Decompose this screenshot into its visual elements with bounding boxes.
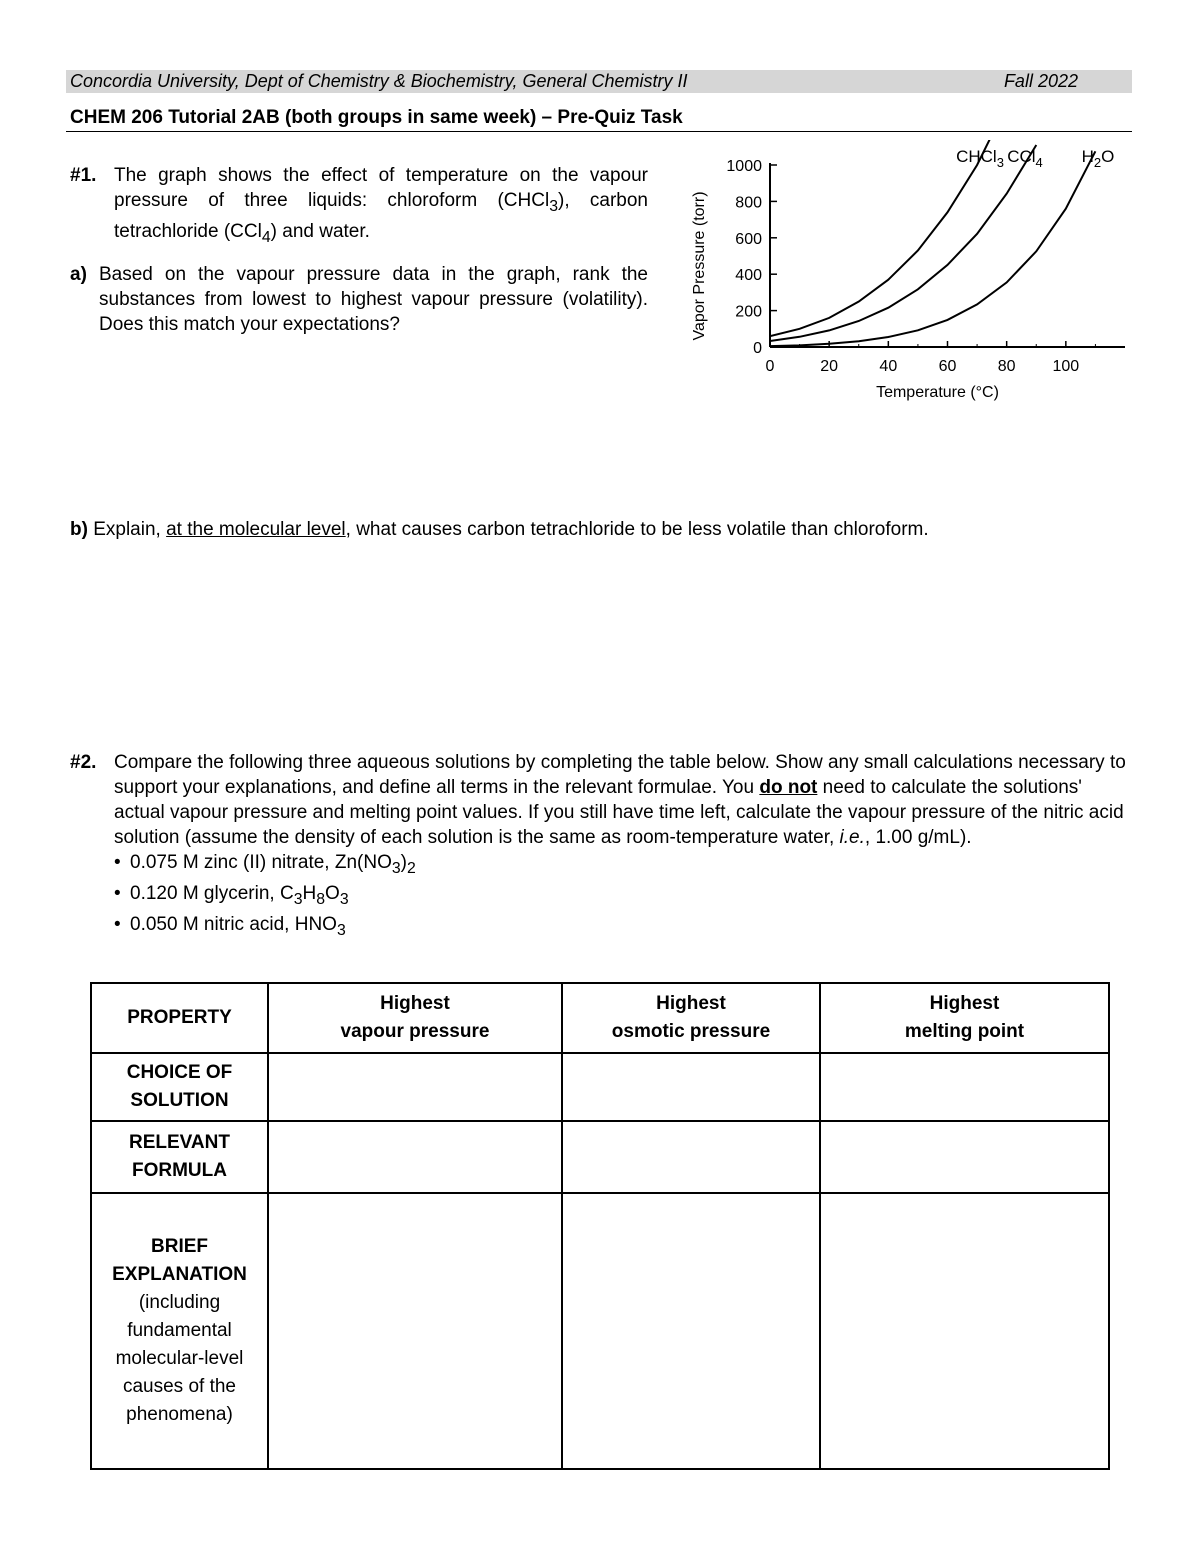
- intro-text: , 1.00 g/mL).: [864, 827, 972, 848]
- y-tick-label: 200: [735, 303, 762, 321]
- question-number: #1.: [70, 165, 97, 186]
- label-line: EXPLANATION: [112, 1264, 247, 1285]
- solution-list: [70, 850, 1130, 942]
- y-tick-label: 0: [753, 340, 762, 357]
- header-line: melting point: [904, 1021, 1025, 1042]
- list-item: [114, 912, 1130, 943]
- header-line: Highest: [929, 993, 1000, 1014]
- answer-cell[interactable]: [820, 1121, 1109, 1193]
- question-number: #2.: [70, 752, 97, 773]
- header-line: osmotic pressure: [611, 1021, 771, 1042]
- item-text: 0.120 M glycerin, C: [130, 882, 294, 904]
- emphasis: i.e.: [839, 827, 865, 848]
- label-line: CHOICE OF: [126, 1062, 233, 1083]
- course-info: Concordia University, Dept of Chemistry & Biochemistry, General Chemistry II: [70, 71, 688, 91]
- subscript: 3: [339, 890, 349, 908]
- answer-table: [90, 982, 1110, 1470]
- answer-cell[interactable]: [562, 1121, 820, 1193]
- header-line: Highest: [380, 993, 450, 1014]
- subscript: 2: [407, 859, 416, 877]
- vapor-pressure-chart: [680, 140, 1150, 410]
- x-tick-label: 60: [938, 358, 957, 375]
- item-text: ): [400, 852, 407, 873]
- question-1b: [70, 519, 929, 541]
- intro-text: The graph shows the effect of temperature on the vapour pressure of three liquids: chloroform (CHCl: [114, 165, 648, 211]
- subscript: 3: [293, 890, 303, 908]
- table-row: [91, 1053, 1109, 1121]
- y-tick-label: 800: [735, 194, 762, 212]
- header-line: Highest: [656, 993, 726, 1014]
- header-bar: [66, 70, 1132, 93]
- series-label: CCl$_4$: [1007, 147, 1043, 170]
- series-line-h2o: [770, 151, 1095, 346]
- subscript: 3: [336, 921, 346, 939]
- row-label-formula: [91, 1121, 268, 1193]
- list-item: [114, 881, 1130, 912]
- question-1a: [70, 262, 648, 337]
- part-label: b): [70, 519, 88, 540]
- question-1: [70, 163, 648, 337]
- subscript: 8: [316, 890, 326, 908]
- x-tick-label: 40: [879, 358, 898, 375]
- question-1-intro: [70, 163, 648, 250]
- answer-cell[interactable]: [268, 1053, 562, 1121]
- header-osmotic-pressure: [562, 983, 820, 1053]
- y-tick-label: 600: [735, 230, 762, 248]
- y-axis-label: Vapor Pressure (torr): [691, 191, 708, 341]
- page-title: CHEM 206 Tutorial 2AB (both groups in same week) – Pre-Quiz Task: [70, 107, 683, 128]
- subscript: 3: [549, 197, 558, 215]
- label-line: BRIEF: [151, 1236, 208, 1257]
- item-text: H: [302, 882, 317, 904]
- series-label: $H_2O$: [1081, 147, 1115, 170]
- part-b-text: Explain,: [93, 519, 161, 540]
- answer-cell[interactable]: [820, 1193, 1109, 1469]
- question-2-intro: [70, 750, 1130, 850]
- row-label-explanation: [91, 1193, 268, 1469]
- label-note: phenomena): [126, 1404, 233, 1425]
- title-divider: [66, 131, 1132, 132]
- answer-cell[interactable]: [268, 1193, 562, 1469]
- table-row: [91, 1121, 1109, 1193]
- table-row: [91, 1193, 1109, 1469]
- header-vapour-pressure: [268, 983, 562, 1053]
- part-a-text: Based on the vapour pressure data in the graph, rank the substances from lowest to highest vapour pressure (volatility). Does this match your expectations?: [99, 263, 648, 335]
- x-tick-label: 0: [765, 358, 775, 375]
- subscript: 3: [391, 859, 401, 877]
- part-label: a): [70, 263, 87, 285]
- header-line: vapour pressure: [340, 1021, 490, 1042]
- header-property: PROPERTY: [91, 983, 268, 1053]
- label-line: FORMULA: [132, 1160, 227, 1181]
- label-line: RELEVANT: [129, 1132, 230, 1153]
- answer-cell[interactable]: [820, 1053, 1109, 1121]
- header-melting-point: [820, 983, 1109, 1053]
- item-text: 0.075 M zinc (II) nitrate, Zn(NO: [130, 852, 392, 873]
- x-tick-label: 20: [820, 358, 839, 375]
- term: Fall 2022: [1003, 71, 1078, 91]
- row-label-choice: [91, 1053, 268, 1121]
- table-header-row: [91, 983, 1109, 1053]
- x-tick-label: 100: [1052, 358, 1080, 375]
- list-item: [114, 850, 1130, 881]
- item-text: 0.050 M nitric acid, HNO: [130, 913, 337, 935]
- x-axis-label: Temperature (°C): [876, 384, 999, 401]
- x-tick-label: 80: [997, 358, 1016, 375]
- series-line-ccl4: [770, 145, 1036, 341]
- answer-cell[interactable]: [268, 1121, 562, 1193]
- label-note: (including: [138, 1292, 221, 1313]
- label-note: molecular-level: [115, 1348, 244, 1369]
- label-note: causes of the: [122, 1376, 237, 1397]
- question-2: [70, 750, 1130, 942]
- part-b-text: , what causes carbon tetrachloride to be less volatile than chloroform.: [345, 519, 929, 540]
- intro-text: ) and water.: [270, 220, 370, 242]
- chart-canvas: [680, 140, 1150, 410]
- label-line: SOLUTION: [130, 1090, 229, 1111]
- answer-cell[interactable]: [562, 1053, 820, 1121]
- y-tick-label: 1000: [726, 158, 762, 175]
- series-label: CHCl$_3$: [956, 147, 1004, 170]
- subscript: 4: [261, 228, 271, 246]
- part-b-emphasis: at the molecular level: [166, 519, 346, 540]
- intro-text: ), carbon tetrachloride (CCl: [114, 190, 649, 242]
- label-note: fundamental: [127, 1320, 232, 1341]
- y-tick-label: 400: [735, 267, 762, 285]
- intro-text: Compare the following three aqueous solutions by completing the table below. Show any small calculations necessary to support your explanations, and define all terms in the relevant formulae. You: [114, 752, 1126, 798]
- emphasis: do not: [759, 777, 818, 798]
- intro-text: need to calculate the solutions' actual vapour pressure and melting point values. If you still have time left, calculate the vapour pressure of the nitric acid solution (assume the density of each solution is the same as room-temperature water,: [114, 777, 1124, 848]
- answer-cell[interactable]: [562, 1193, 820, 1469]
- item-text: O: [325, 882, 340, 904]
